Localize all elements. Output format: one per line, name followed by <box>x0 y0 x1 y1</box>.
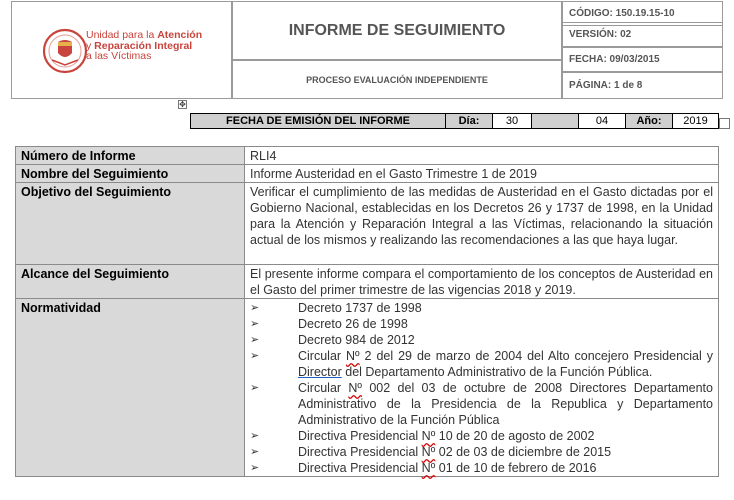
anio-value: 2019 <box>672 113 719 129</box>
arrow-bullet-icon: ➢ <box>250 302 260 314</box>
mes-value: 04 <box>578 113 626 129</box>
arrow-bullet-icon: ➢ <box>250 318 260 330</box>
normatividad-item-text: Circular Nº 002 del 03 de octubre de 2008 Directores Departamento Administrativo de la Presidencia de la Republica y Departamento Administrativo de la Función Pública <box>298 381 713 427</box>
arrow-bullet-icon: ➢ <box>250 334 260 346</box>
list-item <box>250 348 713 380</box>
normatividad-item-text: Directiva Presidencial Nº 10 de 20 de agosto de 2002 <box>298 429 595 443</box>
version-cell: VERSIÓN: 02 <box>562 22 723 47</box>
normatividad-label: Normatividad <box>16 299 245 477</box>
nombre-label: Nombre del Seguimiento <box>16 165 245 183</box>
objetivo-value: Verificar el cumplimiento de las medidas de Austeridad en el Gasto dictadas por el Gobierno Nacional, establecidas en los Decretos 26 y 1737 de 1998, en la Unidad para la Atención y Reparación Integral a las Víctimas, relacionando la situación actual de los mismos y realizando las recomendaciones a las que haya lugar. <box>245 183 719 265</box>
normatividad-item-text: Decreto 26 de 1998 <box>298 317 408 331</box>
arrow-bullet-icon: ➢ <box>250 350 260 362</box>
normatividad-item-text: Directiva Presidencial Nº 01 de 10 de febrero de 2016 <box>298 461 597 475</box>
list-item <box>250 316 713 332</box>
dia-label: Día: <box>445 113 493 129</box>
list-item <box>250 428 713 444</box>
list-item <box>250 444 713 460</box>
pagina-cell: PÁGINA: 1 de 8 <box>562 72 723 99</box>
list-item <box>250 380 713 428</box>
normatividad-item-text: Decreto 1737 de 1998 <box>298 301 422 315</box>
fecha-cell: FECHA: 09/03/2015 <box>562 47 723 72</box>
arrow-bullet-icon: ➢ <box>250 446 260 458</box>
normatividad-list <box>250 300 713 476</box>
mes-spacer <box>531 113 579 129</box>
normatividad-value <box>245 299 719 477</box>
arrow-bullet-icon: ➢ <box>250 462 260 474</box>
codigo-cell: CÓDIGO: 150.19.15-10 <box>562 1 723 26</box>
numero-label: Número de Informe <box>16 147 245 165</box>
dia-value: 30 <box>492 113 532 129</box>
arrow-bullet-icon: ➢ <box>250 382 260 394</box>
list-item <box>250 332 713 348</box>
list-item <box>250 300 713 316</box>
arrow-bullet-icon: ➢ <box>250 430 260 442</box>
process-name: PROCESO EVALUACIÓN INDEPENDIENTE <box>232 60 562 99</box>
table-row <box>16 265 719 299</box>
numero-value: RLI4 <box>245 147 719 165</box>
table-row <box>16 147 719 165</box>
objetivo-label: Objetivo del Seguimiento <box>16 183 245 265</box>
normatividad-item-text: Circular Nº 2 del 29 de marzo de 2004 del Alto concejero Presidencial y Director del Departamento Administrativo de la Función Pública. <box>298 349 713 379</box>
alcance-label: Alcance del Seguimiento <box>16 265 245 299</box>
normatividad-item-text: Directiva Presidencial Nº 02 de 03 de diciembre de 2015 <box>298 445 612 459</box>
coat-of-arms-icon <box>42 28 88 74</box>
table-row <box>16 165 719 183</box>
table-row <box>16 299 719 477</box>
list-item <box>250 460 713 476</box>
nombre-value: Informe Austeridad en el Gasto Trimestre 1 de 2019 <box>245 165 719 183</box>
logo-text: Unidad para la Atención y Reparación Integral a las Víctimas <box>86 29 203 62</box>
table-move-handle-icon[interactable]: ✥ <box>179 100 186 109</box>
anio-label: Año: <box>625 113 673 129</box>
row-end-marker <box>719 118 730 129</box>
normatividad-item-text: Decreto 984 de 2012 <box>298 333 415 347</box>
report-table <box>15 146 719 477</box>
alcance-value: El presente informe compara el comportamiento de los conceptos de Austeridad en el Gasto del primer trimestre de las vigencias 2018 y 2019. <box>245 265 719 299</box>
table-row <box>16 183 719 265</box>
emission-label: FECHA DE EMISIÓN DEL INFORME <box>190 113 446 129</box>
document-title: INFORME DE SEGUIMIENTO <box>232 1 562 60</box>
